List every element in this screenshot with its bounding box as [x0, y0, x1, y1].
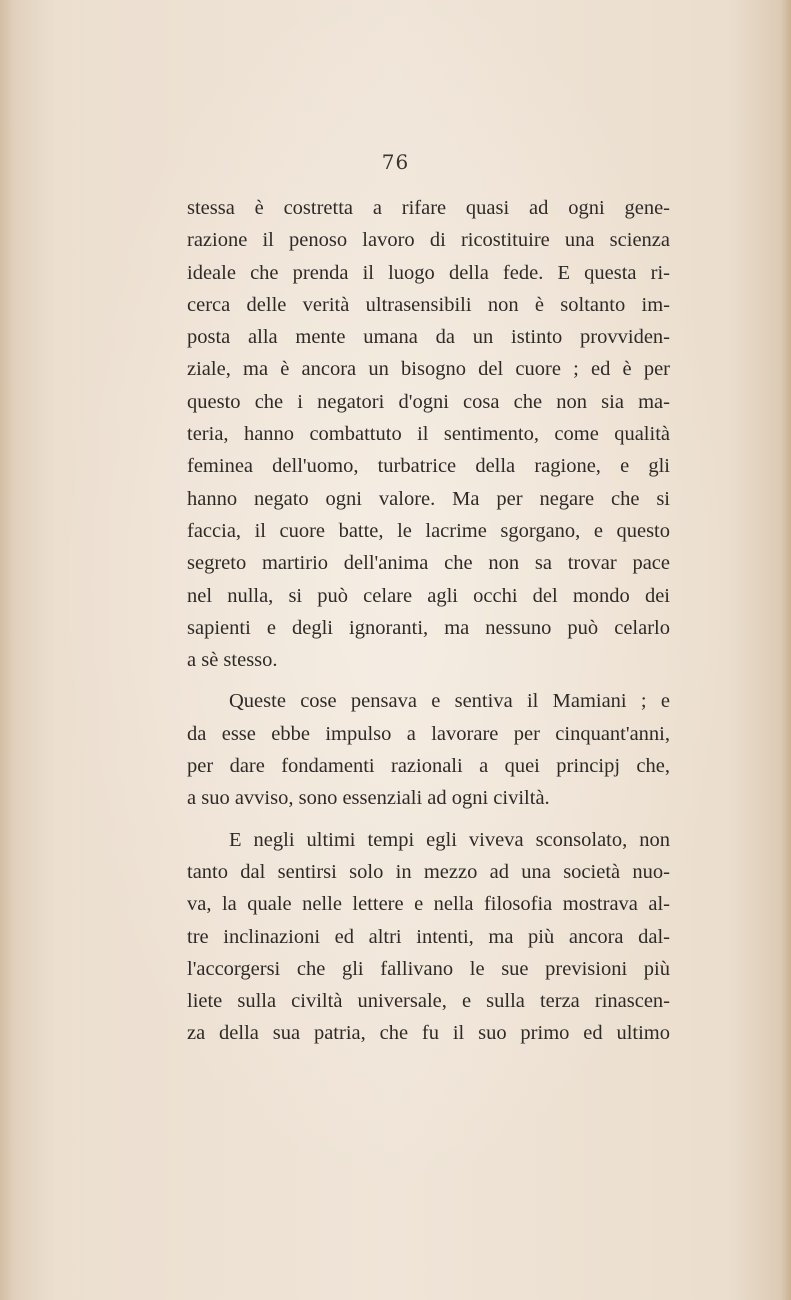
paragraph-2 — [187, 685, 670, 814]
page-edge-right — [781, 0, 791, 1300]
text-line: faccia, il cuore batte, le lacrime sgorgano, e questo — [187, 519, 670, 542]
text-line: Queste cose pensava e sentiva il Mamiani ; e — [229, 690, 670, 713]
text-line: da esse ebbe impulso a lavorare per cinquant'anni, — [187, 722, 670, 745]
text-line: posta alla mente umana da un istinto provviden- — [187, 326, 670, 349]
text-line: ideale che prenda il luogo della fede. E questa ri- — [187, 261, 670, 284]
paragraph-1 — [187, 192, 670, 676]
text-line: segreto martirio dell'anima che non sa trovar pace — [187, 552, 670, 575]
text-line: sapienti e degli ignoranti, ma nessuno può celarlo — [187, 616, 670, 639]
text-line: a suo avviso, sono essenziali ad ogni civiltà. — [187, 787, 550, 810]
text-line: hanno negato ogni valore. Ma per negare che si — [187, 487, 670, 510]
text-line: liete sulla civiltà universale, e sulla terza rinascen- — [187, 990, 670, 1013]
text-line: per dare fondamenti razionali a quei principj che, — [187, 755, 670, 778]
text-line: E negli ultimi tempi egli viveva sconsolato, non — [229, 828, 670, 851]
text-line: tre inclinazioni ed altri intenti, ma più ancora dal- — [187, 925, 670, 948]
text-line: ziale, ma è ancora un bisogno del cuore ; ed è per — [187, 358, 670, 381]
text-line: nel nulla, si può celare agli occhi del mondo dei — [187, 584, 670, 607]
text-line: a sè stesso. — [187, 649, 278, 672]
text-line: teria, hanno combattuto il sentimento, come qualità — [187, 423, 670, 446]
text-line: razione il penoso lavoro di ricostituire una scienza — [187, 229, 670, 252]
page-edge-left — [0, 0, 14, 1300]
text-line: stessa è costretta a rifare quasi ad ogni gene- — [187, 197, 670, 219]
text-line: feminea dell'uomo, turbatrice della ragione, e gli — [187, 455, 670, 478]
body-text — [187, 192, 670, 1050]
text-line: va, la quale nelle lettere e nella filosofia mostrava al- — [187, 893, 670, 916]
text-line: questo che i negatori d'ogni cosa che non sia ma- — [187, 390, 670, 413]
text-line: tanto dal sentirsi solo in mezzo ad una società nuo- — [187, 860, 670, 883]
text-line: l'accorgersi che gli fallivano le sue previsioni più — [187, 957, 670, 980]
text-line: cerca delle verità ultrasensibili non è soltanto im- — [187, 293, 670, 316]
paragraph-3 — [187, 824, 670, 1050]
text-line: za della sua patria, che fu il suo primo ed ultimo — [187, 1022, 670, 1045]
page-number: 76 — [381, 150, 410, 174]
